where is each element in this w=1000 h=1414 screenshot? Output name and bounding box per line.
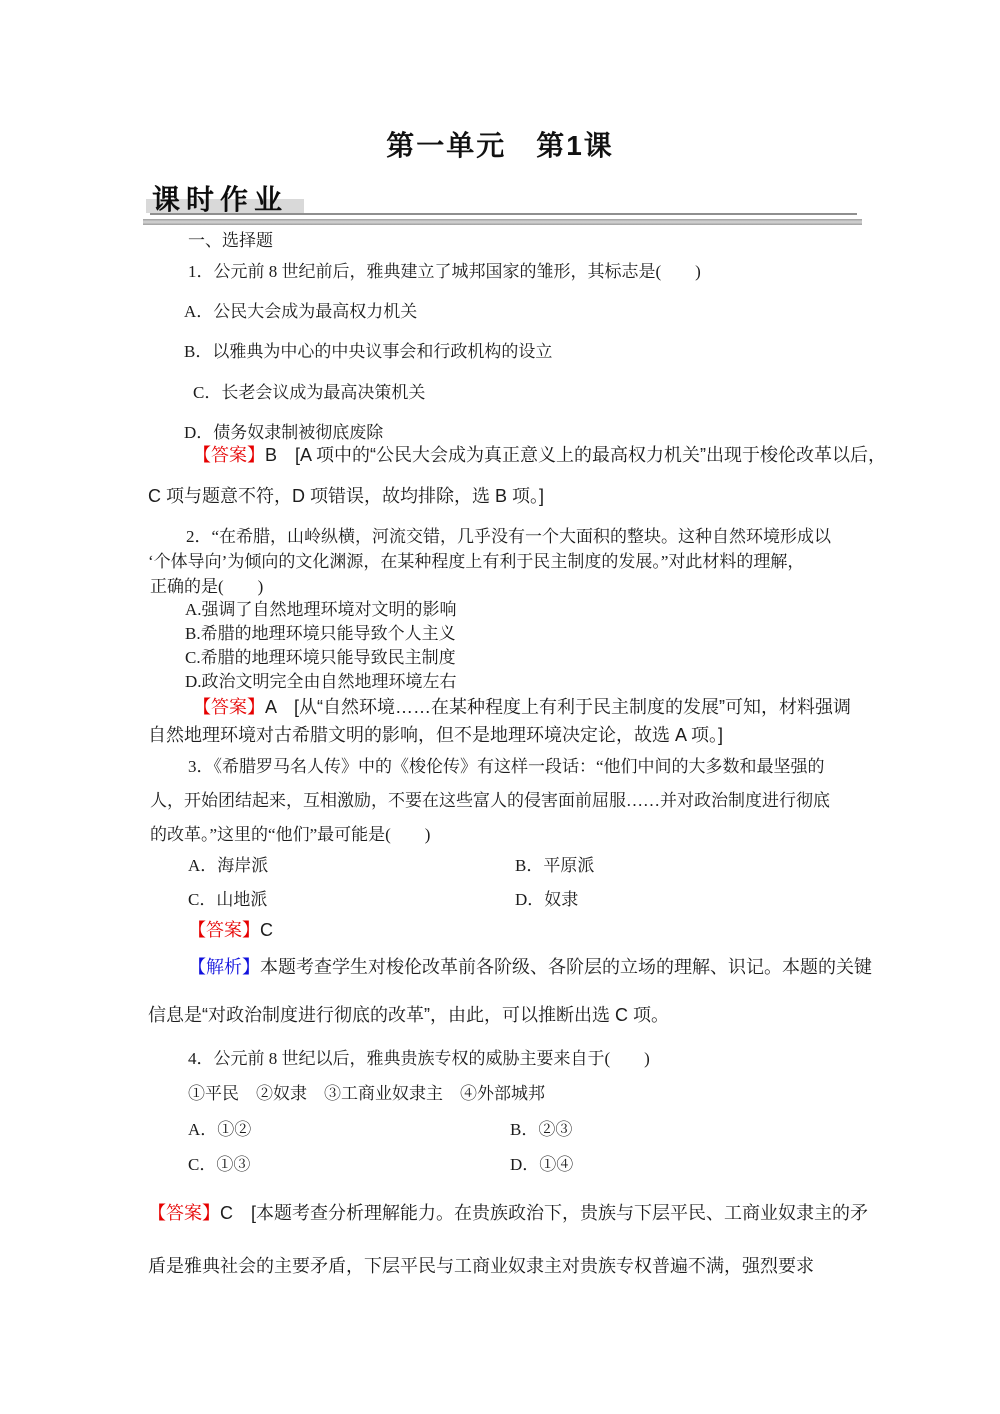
q4-option-c: C．①③ [188,1155,251,1174]
q1-answer-label: 【答案】 [193,445,265,465]
q4-option-d: D．①④ [510,1155,574,1174]
q3-option-b: B．平原派 [515,856,595,875]
q4-option-a: A．①② [188,1120,252,1139]
q2-answer-text1: A [从“自然环境……在某种程度上有利于民主制度的发展”可知，材料强调 [265,697,851,717]
q4-answer-text1: C [本题考查分析理解能力。在贵族政治下，贵族与下层平民、工商业奴隶主的矛 [220,1203,868,1223]
q2-answer-line1 [193,696,851,718]
q3-analysis-text1: 本题考查学生对梭伦改革前各阶级、各阶层的立场的理解、识记。本题的关键 [260,957,872,977]
q2-option-d: D.政治文明完全由自然地理环境左右 [185,672,457,691]
q4-answer-label: 【答案】 [148,1203,220,1223]
q3-option-a: A．海岸派 [188,856,269,875]
q2-answer-line2: 自然地理环境对古希腊文明的影响，但不是地理环境决定论，故选 A 项。] [148,725,724,745]
page-title: 第一单元 第1课 [386,130,614,161]
q2-option-c: C.希腊的地理环境只能导致民主制度 [185,648,456,667]
q1-stem: 1．公元前 8 世纪前后，雅典建立了城邦国家的雏形，其标志是( ) [188,262,701,281]
q3-stem-line3: 的改革。”这里的“他们”最可能是( ) [150,825,431,844]
q2-option-a: A.强调了自然地理环境对文明的影响 [185,600,457,619]
q3-answer-letter: C [260,920,273,940]
q1-option-c: C．长老会议成为最高决策机关 [193,383,426,402]
q1-answer-line2: C 项与题意不符，D 项错误，故均排除，选 B 项。] [148,486,545,506]
q4-option-b: B．②③ [510,1120,573,1139]
q3-analysis-line2: 信息是“对政治制度进行彻底的改革”，由此，可以推断出选 C 项。 [148,1005,669,1025]
q3-answer [188,919,273,941]
q4-numbered-items: ①平民 ②奴隶 ③工商业奴隶主 ④外部城邦 [188,1084,545,1103]
header-rule-thick [143,219,862,225]
q1-option-d: D．债务奴隶制被彻底废除 [184,423,384,442]
q3-option-d: D．奴隶 [515,890,579,909]
q3-analysis-line1 [188,956,872,978]
q3-option-c: C．山地派 [188,890,268,909]
q4-stem: 4．公元前 8 世纪以后，雅典贵族专权的威胁主要来自于( ) [188,1049,650,1068]
q3-analysis-label: 【解析】 [188,957,260,977]
q1-answer-line1 [193,444,886,466]
q1-option-b: B．以雅典为中心的中央议事会和行政机构的设立 [184,342,553,361]
banner-title: 课时作业 [152,185,289,216]
q3-answer-label: 【答案】 [188,920,260,940]
q4-answer-line2: 盾是雅典社会的主要矛盾，下层平民与工商业奴隶主对贵族专权普遍不满，强烈要求 [148,1256,814,1276]
q2-stem-line1: 2．“在希腊，山岭纵横，河流交错，几乎没有一个大面积的整块。这种自然环境形成以 [186,527,832,546]
q2-stem-line2: ‘个体导向’为倾向的文化渊源，在某种程度上有利于民主制度的发展。”对此材料的理解， [148,552,805,571]
q4-answer-line1 [148,1202,868,1224]
q2-answer-label: 【答案】 [193,697,265,717]
q3-stem-line2: 人，开始团结起来，互相激励，不要在这些富人的侵害面前屈服……并对政治制度进行彻底 [150,791,830,810]
q1-answer-text1: B [A 项中的“公民大会成为真正意义上的最高权力机关”出现于梭伦改革以后， [265,445,887,465]
q1-option-a: A．公民大会成为最高权力机关 [184,302,418,321]
q3-stem-line1: 3．《希腊罗马名人传》中的《梭伦传》有这样一段话：“他们中间的大多数和最坚强的 [188,757,825,776]
q2-option-b: B.希腊的地理环境只能导致个人主义 [185,624,456,643]
q2-stem-line3: 正确的是( ) [150,577,264,596]
section-heading: 一、选择题 [188,231,273,250]
